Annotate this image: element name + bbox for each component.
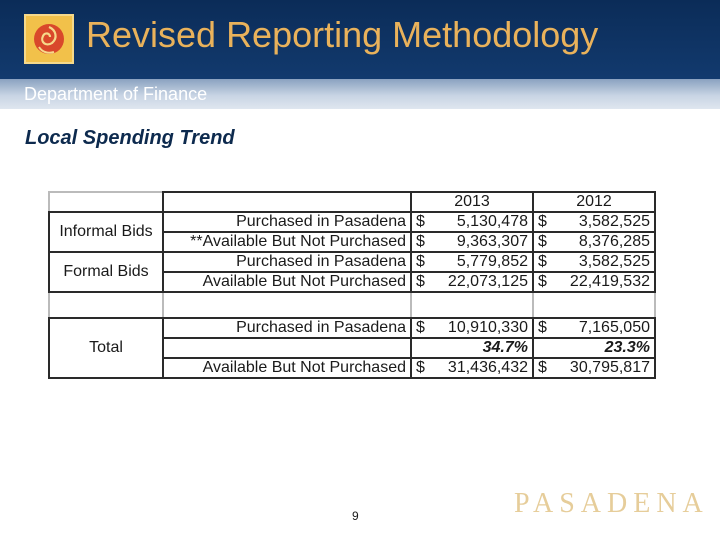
empty-corner-cell — [49, 192, 163, 212]
pasadena-brand-logo: PASADENA — [514, 488, 709, 519]
spending-table — [48, 191, 656, 379]
section-heading: Local Spending Trend — [25, 127, 235, 149]
table-header-row — [49, 192, 655, 212]
value-cell: $ 10,910,330 — [411, 318, 533, 338]
value-cell: $ 8,376,285 — [533, 232, 655, 252]
value-cell: $ 3,582,525 — [533, 252, 655, 272]
page-subtitle: Department of Finance — [24, 84, 208, 104]
page-title: Revised Reporting Methodology — [86, 14, 599, 55]
spacer-row — [49, 292, 655, 318]
percent-2013: 34.7% — [411, 338, 533, 358]
value-cell: $ 9,363,307 — [411, 232, 533, 252]
table-row — [49, 212, 655, 232]
value-cell: $ 3,582,525 — [533, 212, 655, 232]
value-cell: $ 31,436,432 — [411, 358, 533, 378]
row-label: **Available But Not Purchased — [163, 232, 411, 252]
year-2013-header: 2013 — [411, 192, 533, 212]
table-row — [49, 252, 655, 272]
table-row — [49, 318, 655, 338]
rose-logo-icon — [24, 14, 74, 64]
value-cell: $ 5,779,852 — [411, 252, 533, 272]
row-label: Purchased in Pasadena — [163, 252, 411, 272]
row-label: Purchased in Pasadena — [163, 212, 411, 232]
row-label: Available But Not Purchased — [163, 272, 411, 292]
empty-header-cell — [163, 192, 411, 212]
value-cell: $ 5,130,478 — [411, 212, 533, 232]
value-cell: $ 7,165,050 — [533, 318, 655, 338]
value-cell: $ 22,073,125 — [411, 272, 533, 292]
informal-bids-label: Informal Bids — [49, 212, 163, 252]
row-label: Purchased in Pasadena — [163, 318, 411, 338]
total-label: Total — [49, 318, 163, 378]
percent-2012: 23.3% — [533, 338, 655, 358]
year-2012-header: 2012 — [533, 192, 655, 212]
page-number: 9 — [352, 509, 359, 523]
value-cell: $ 30,795,817 — [533, 358, 655, 378]
spending-table-container — [48, 191, 656, 379]
empty-label-cell — [163, 338, 411, 358]
row-label: Available But Not Purchased — [163, 358, 411, 378]
formal-bids-label: Formal Bids — [49, 252, 163, 292]
value-cell: $ 22,419,532 — [533, 272, 655, 292]
